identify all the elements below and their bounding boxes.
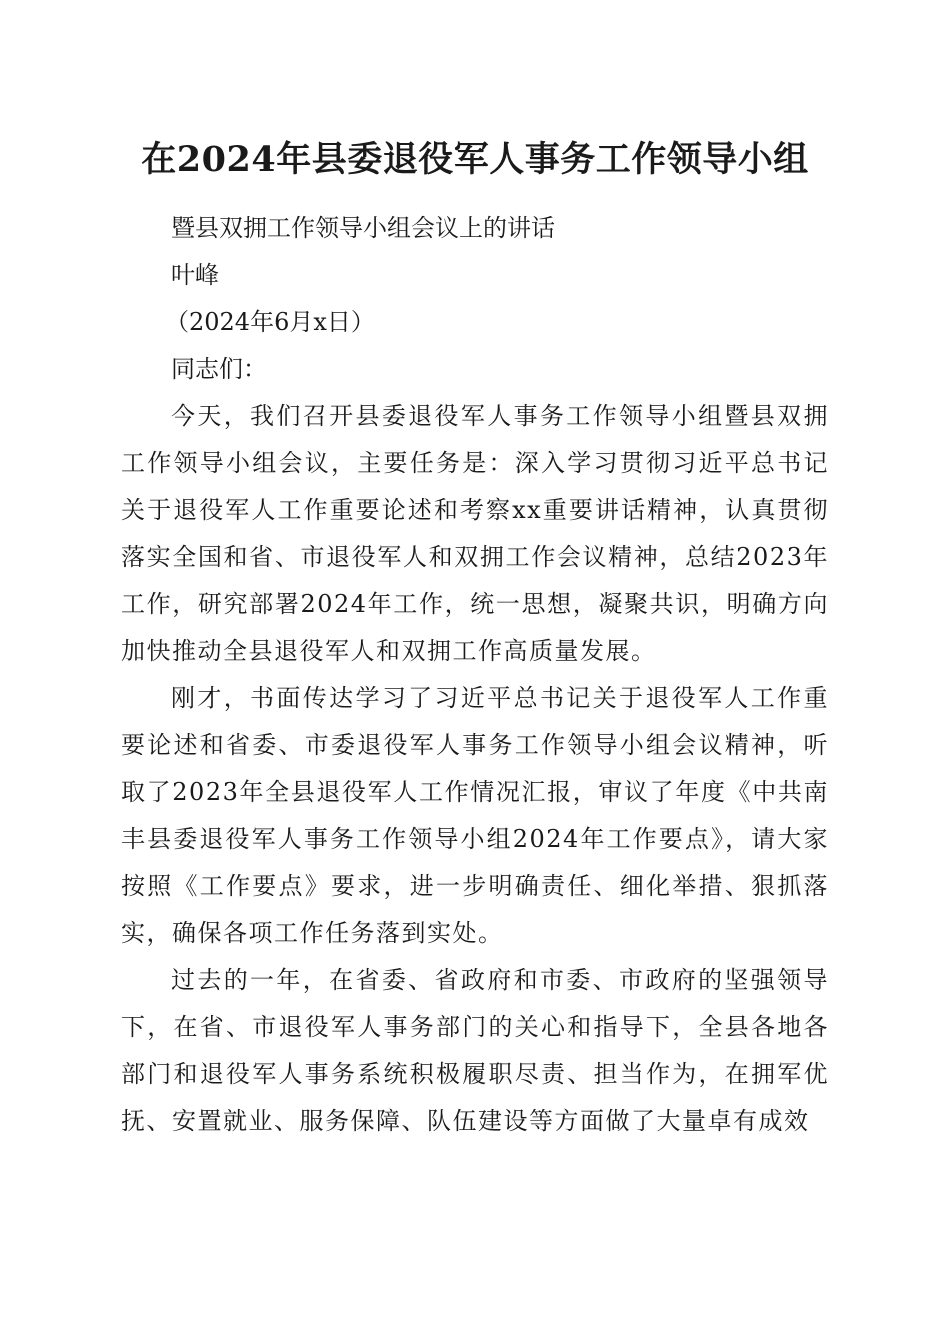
document-body [121,205,829,1145]
paragraph-3: 过去的一年，在省委、省政府和市委、市政府的坚强领导下，在省、市退役军人事务部门的关心和指导下，全县各地各部门和退役军人事务系统积极履职尽责、担当作为，在拥军优抚、安置就业、服务保障、队伍建设等方面做了大量卓有成效 [121,966,829,1135]
paragraph-1: 今天，我们召开县委退役军人事务工作领导小组暨县双拥工作领导小组会议，主要任务是：深入学习贯彻习近平总书记关于退役军人工作重要论述和考察xx重要讲话精神，认真贯彻落实全国和省、市退役军人和双拥工作会议精神，总结2023年工作，研究部署2024年工作，统一思想，凝聚共识，明确方向加快推动全县退役军人和双拥工作高质量发展。 [121,402,829,665]
document-author: 叶峰 [171,261,219,289]
document-date: （2024年6月x日） [165,308,375,336]
paragraph-2: 刚才，书面传达学习了习近平总书记关于退役军人工作重要论述和省委、市委退役军人事务工作领导小组会议精神，听取了2023年全县退役军人工作情况汇报，审议了年度《中共南丰县委退役军人事务工作领导小组2024年工作要点》，请大家按照《工作要点》要求，进一步明确责任、细化举措、狠抓落实，确保各项工作任务落到实处。 [121,684,829,947]
document-salutation: 同志们： [171,355,267,383]
document-title: 在2024年县委退役军人事务工作领导小组 [141,139,809,180]
document-subtitle: 暨县双拥工作领导小组会议上的讲话 [171,214,555,242]
